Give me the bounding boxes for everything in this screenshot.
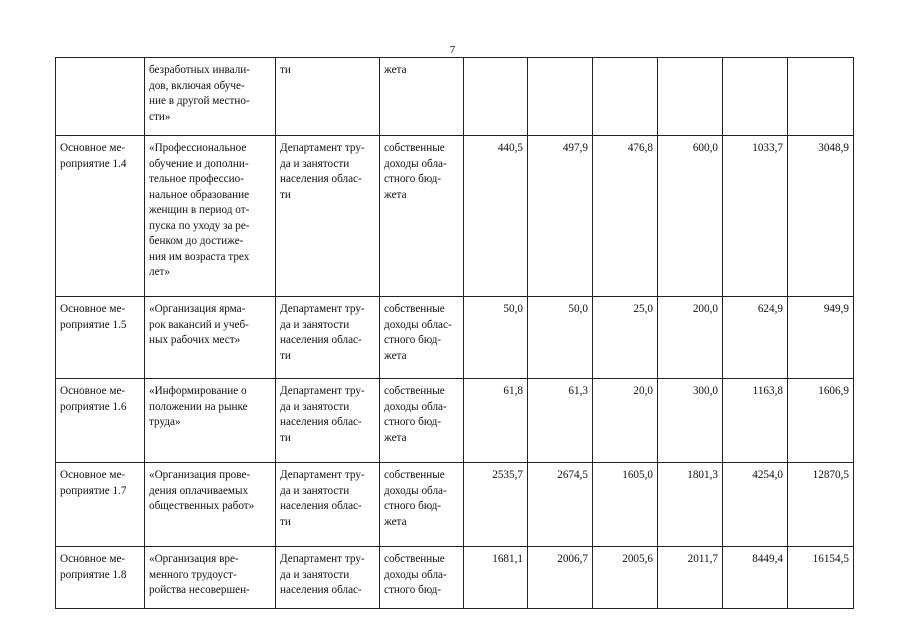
value-cell: 476,8 xyxy=(593,136,658,297)
executor-cell xyxy=(276,58,380,136)
value-cell: 25,0 xyxy=(593,297,658,379)
text-line: «Организация ярма- xyxy=(149,303,246,315)
text-line: тельное профессио- xyxy=(149,173,244,185)
table-row xyxy=(56,136,854,297)
executor-cell xyxy=(276,379,380,463)
value-cell: 2005,6 xyxy=(593,547,658,609)
text-line: доходы обла- xyxy=(384,568,447,581)
executor-cell xyxy=(276,463,380,547)
text-line: лет» xyxy=(149,266,171,278)
text-line: «Организация прове- xyxy=(149,469,251,481)
text-line: обучение и дополни- xyxy=(149,157,249,170)
text-line: Департамент тру- xyxy=(280,385,365,397)
value-cell: 4254,0 xyxy=(723,463,788,547)
text-line: Департамент тру- xyxy=(280,553,365,565)
value-cell: 300,0 xyxy=(658,379,723,463)
funding-source-cell xyxy=(380,547,464,609)
text-line: населения облас- xyxy=(280,173,362,185)
text-line: Департамент тру- xyxy=(280,142,365,154)
text-line: собственные xyxy=(384,303,445,315)
text-line: доходы обла- xyxy=(384,484,447,497)
text-line: стного бюд- xyxy=(384,500,442,512)
table-row xyxy=(56,58,854,136)
text-line: ние в другой местно- xyxy=(149,95,250,107)
text-line: да и занятости xyxy=(280,318,350,331)
text-line: безработных инвали- xyxy=(149,64,251,76)
text-line: собственные xyxy=(384,385,445,397)
value-cell: 1681,1 xyxy=(464,547,528,609)
funding-source-cell xyxy=(380,463,464,547)
text-line: Департамент тру- xyxy=(280,469,365,481)
value-cell: 1605,0 xyxy=(593,463,658,547)
value-cell: 16154,5 xyxy=(788,547,854,609)
table-row xyxy=(56,379,854,463)
label-cell xyxy=(56,136,145,297)
text-line: собственные xyxy=(384,142,445,154)
text-line: жета xyxy=(384,349,407,362)
text-line: стного бюд- xyxy=(384,584,442,596)
executor-cell xyxy=(276,547,380,609)
value-cell: 1163,8 xyxy=(723,379,788,463)
text-line: ти xyxy=(280,515,291,528)
text-line: роприятие 1.6 xyxy=(60,400,127,413)
text-line: жета xyxy=(384,64,407,76)
text-line: Основное ме- xyxy=(60,142,126,154)
text-line: доходы обла- xyxy=(384,400,447,413)
text-line: доходы облас- xyxy=(384,318,452,331)
funding-source-cell xyxy=(380,297,464,379)
text-line: ти xyxy=(280,64,291,76)
text-line: да и занятости xyxy=(280,484,350,497)
text-line: «Организация вре- xyxy=(149,553,239,565)
text-line: жета xyxy=(384,431,407,444)
funding-source-cell xyxy=(380,379,464,463)
text-line: Основное ме- xyxy=(60,385,126,397)
value-cell xyxy=(528,58,593,136)
text-line: менного трудоуст- xyxy=(149,568,237,581)
value-cell: 61,8 xyxy=(464,379,528,463)
value-cell: 2011,7 xyxy=(658,547,723,609)
table-row xyxy=(56,297,854,379)
value-cell: 12870,5 xyxy=(788,463,854,547)
text-line: Департамент тру- xyxy=(280,303,365,315)
executor-cell xyxy=(276,297,380,379)
value-cell: 50,0 xyxy=(528,297,593,379)
value-cell: 2535,7 xyxy=(464,463,528,547)
value-cell: 2674,5 xyxy=(528,463,593,547)
value-cell: 600,0 xyxy=(658,136,723,297)
text-line: доходы обла- xyxy=(384,157,447,170)
text-line: роприятие 1.4 xyxy=(60,157,127,170)
page-number: 7 xyxy=(449,44,456,56)
value-cell xyxy=(658,58,723,136)
label-cell xyxy=(56,547,145,609)
text-line: сти» xyxy=(149,110,171,123)
text-line: женщин в период от- xyxy=(149,204,250,216)
text-line: населения облас- xyxy=(280,334,362,346)
funding-source-cell xyxy=(380,136,464,297)
activity-name-cell xyxy=(145,297,276,379)
value-cell: 497,9 xyxy=(528,136,593,297)
text-line: ти xyxy=(280,188,291,201)
program-budget-table xyxy=(55,57,854,609)
text-line: «Информирование о xyxy=(149,385,247,397)
text-line: пуска по уходу за ре- xyxy=(149,219,250,232)
text-line: ти xyxy=(280,431,291,444)
funding-source-cell xyxy=(380,58,464,136)
text-line: дов, включая обуче- xyxy=(149,79,245,92)
text-line: роприятие 1.8 xyxy=(60,568,127,581)
text-line: Основное ме- xyxy=(60,303,126,315)
value-cell: 1801,3 xyxy=(658,463,723,547)
text-line: да и занятости xyxy=(280,568,350,581)
value-cell: 61,3 xyxy=(528,379,593,463)
value-cell xyxy=(464,58,528,136)
text-line: стного бюд- xyxy=(384,173,442,185)
value-cell: 1033,7 xyxy=(723,136,788,297)
text-line: Основное ме- xyxy=(60,553,126,565)
text-line: жета xyxy=(384,188,407,201)
text-line: да и занятости xyxy=(280,157,350,170)
text-line: жета xyxy=(384,515,407,528)
text-line: населения облас- xyxy=(280,584,362,596)
text-line: роприятие 1.5 xyxy=(60,318,127,331)
text-line: Основное ме- xyxy=(60,469,126,481)
text-line: населения облас- xyxy=(280,500,362,512)
text-line: рок вакансий и учеб- xyxy=(149,318,249,331)
label-cell xyxy=(56,379,145,463)
activity-name-cell xyxy=(145,463,276,547)
value-cell: 200,0 xyxy=(658,297,723,379)
text-line: «Профессиональное xyxy=(149,142,247,154)
label-cell xyxy=(56,463,145,547)
text-line: ния им возраста трех xyxy=(149,250,250,263)
text-line: нальное образование xyxy=(149,188,250,201)
value-cell xyxy=(788,58,854,136)
table-row xyxy=(56,547,854,609)
activity-name-cell xyxy=(145,379,276,463)
text-line: да и занятости xyxy=(280,400,350,413)
text-line: труда» xyxy=(149,416,181,428)
table-row xyxy=(56,463,854,547)
executor-cell xyxy=(276,136,380,297)
text-line: собственные xyxy=(384,469,445,481)
value-cell: 3048,9 xyxy=(788,136,854,297)
text-line: общественных работ» xyxy=(149,500,255,512)
value-cell: 1606,9 xyxy=(788,379,854,463)
text-line: бенком до достиже- xyxy=(149,235,244,247)
text-line: ти xyxy=(280,349,291,362)
value-cell xyxy=(593,58,658,136)
text-line: стного бюд- xyxy=(384,416,442,428)
text-line: дения оплачиваемых xyxy=(149,484,249,497)
text-line: собственные xyxy=(384,553,445,565)
text-line: ройства несовершен- xyxy=(149,584,250,596)
value-cell: 949,9 xyxy=(788,297,854,379)
label-cell xyxy=(56,58,145,136)
activity-name-cell xyxy=(145,547,276,609)
activity-name-cell xyxy=(145,58,276,136)
value-cell xyxy=(723,58,788,136)
text-line: стного бюд- xyxy=(384,334,442,346)
activity-name-cell xyxy=(145,136,276,297)
value-cell: 50,0 xyxy=(464,297,528,379)
text-line: населения облас- xyxy=(280,416,362,428)
value-cell: 624,9 xyxy=(723,297,788,379)
value-cell: 8449,4 xyxy=(723,547,788,609)
text-line: роприятие 1.7 xyxy=(60,484,127,497)
value-cell: 20,0 xyxy=(593,379,658,463)
value-cell: 440,5 xyxy=(464,136,528,297)
text-line: ных рабочих мест» xyxy=(149,334,241,346)
value-cell: 2006,7 xyxy=(528,547,593,609)
text-line: положении на рынке xyxy=(149,400,248,413)
label-cell xyxy=(56,297,145,379)
